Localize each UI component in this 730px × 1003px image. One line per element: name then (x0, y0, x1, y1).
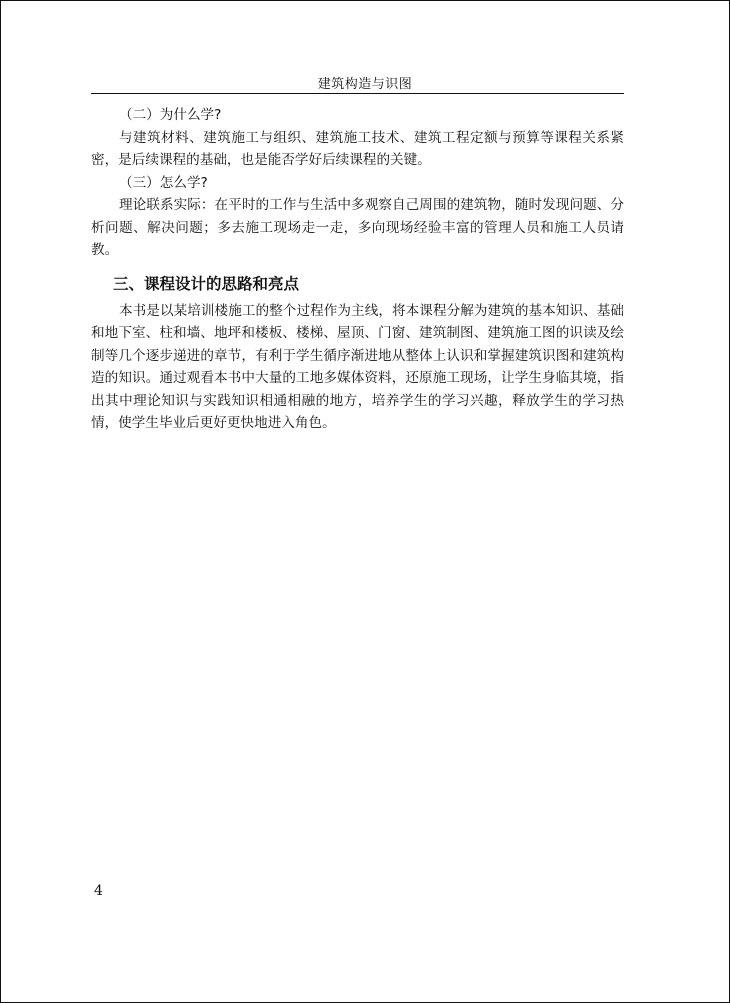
subheading-how-learn: （三）怎么学? (119, 174, 208, 191)
page-number: 4 (94, 883, 103, 899)
section-heading-course-design: 三、课程设计的思路和亮点 (113, 274, 300, 293)
running-header-title: 建筑构造与识图 (317, 77, 413, 92)
header-rule (91, 93, 624, 94)
subheading-why-learn: （二）为什么学? (119, 107, 222, 123)
paragraph-why-learn: 与建筑材料、建筑施工与组织、建筑施工技术、建筑工程定额与预算等课程关系紧密，是后续课程的基础，也是能否学好后续课程的关键。 (91, 129, 624, 168)
paragraph-how-learn: 理论联系实际：在平时的工作与生活中多观察自己周围的建筑物，随时发现问题、分析问题、解决问题；多去施工现场走一走，多向现场经验丰富的管理人员和施工人员请教。 (91, 197, 624, 258)
page-content (91, 104, 624, 435)
paragraph-course-design: 本书是以某培训楼施工的整个过程作为主线，将本课程分解为建筑的基本知识、基础和地下室、柱和墙、地坪和楼板、楼梯、屋顶、门窗、建筑制图、建筑施工图的识读及绘制等几个逐步递进的章节，有利于学生循序渐进地从整体上认识和掌握建筑识图和建筑构造的知识。通过观看本书中大量的工地多媒体资料，还原施工现场，让学生身临其境，指出其中理论知识与实践知识相通相融的地方，培养学生的学习兴趣，释放学生的学习热情，使学生毕业后更好更快地进入角色。 (91, 302, 624, 431)
